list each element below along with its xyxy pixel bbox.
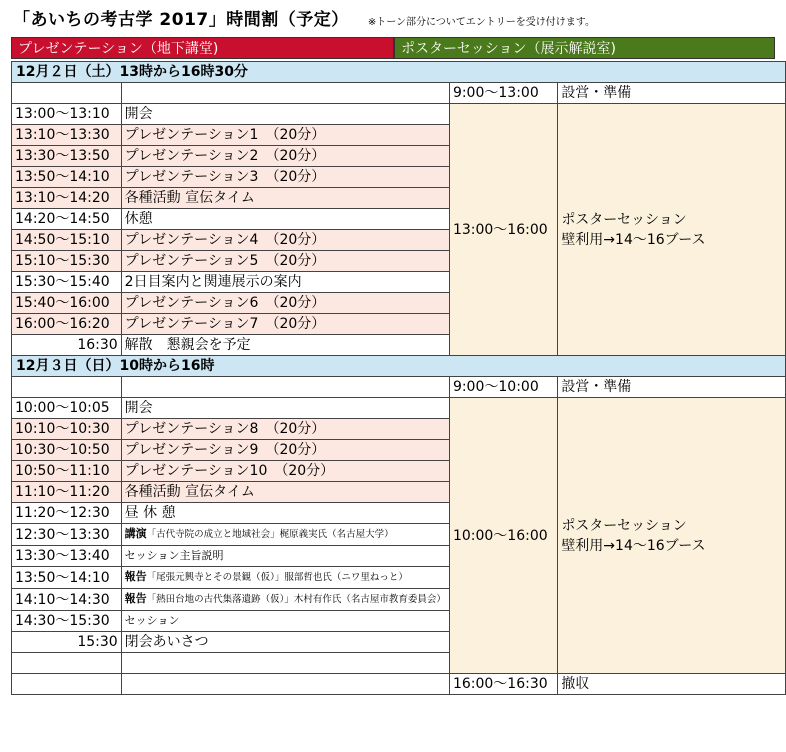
time-cell: 12:30〜13:30: [12, 524, 122, 546]
time-cell: 16:00〜16:20: [12, 314, 122, 335]
day2-heading: 12月３日（日）10時から16時: [12, 356, 786, 377]
time-cell: 16:30: [12, 335, 122, 356]
event-cell: プレゼンテーション8 （20分）: [121, 419, 449, 440]
poster-setup-label: 設営・準備: [558, 377, 786, 398]
event-cell: セッション主旨説明: [121, 546, 449, 567]
page-header: [13, 5, 595, 31]
event-cell: セッション: [121, 611, 449, 632]
event-cell: プレゼンテーション4 （20分）: [121, 230, 449, 251]
event-cell: 閉会あいさつ: [121, 632, 449, 653]
poster-title: ポスターセッション: [561, 517, 687, 534]
time-cell: 13:50〜14:10: [12, 167, 122, 188]
time-cell: 11:20〜12:30: [12, 503, 122, 524]
schedule-table: [11, 61, 786, 695]
event-tag: 講演: [124, 527, 147, 540]
time-cell: 14:50〜15:10: [12, 230, 122, 251]
time-cell: 14:20〜14:50: [12, 209, 122, 230]
time-cell: 10:10〜10:30: [12, 419, 122, 440]
event-cell: 昼 休 憩: [121, 503, 449, 524]
poster-session-cell: [558, 398, 786, 674]
poster-session-cell: [558, 104, 786, 356]
poster-time: 10:00〜16:00: [449, 398, 557, 674]
poster-detail: 壁利用→14〜16ブース: [561, 231, 706, 248]
event-tag: 報告: [124, 592, 147, 605]
poster-detail: 壁利用→14〜16ブース: [561, 537, 706, 554]
poster-setup-time: 9:00〜10:00: [449, 377, 557, 398]
table-row: [12, 377, 786, 398]
event-cell: プレゼンテーション10 （20分）: [121, 461, 449, 482]
table-row: [12, 83, 786, 104]
time-cell: 10:30〜10:50: [12, 440, 122, 461]
time-cell: 10:00〜10:05: [12, 398, 122, 419]
time-cell: 13:00〜13:10: [12, 104, 122, 125]
event-cell: 各種活動 宣伝タイム: [121, 188, 449, 209]
time-cell: 15:10〜15:30: [12, 251, 122, 272]
time-cell: 13:50〜14:10: [12, 567, 122, 589]
event-cell: [121, 83, 449, 104]
event-cell: 報告「尾張元興寺とその景観（仮）」服部哲也氏（ニワ里ねっと）: [121, 567, 449, 589]
time-cell: 13:10〜14:20: [12, 188, 122, 209]
time-cell: 13:30〜13:40: [12, 546, 122, 567]
event-cell: プレゼンテーション2 （20分）: [121, 146, 449, 167]
time-cell: 15:40〜16:00: [12, 293, 122, 314]
event-cell: 解散 懇親会を予定: [121, 335, 449, 356]
page-title: 「あいちの考古学 2017」時間割（予定）: [13, 10, 349, 30]
event-tag: 報告: [124, 570, 147, 583]
poster-column-header: ポスターセッション（展示解説室): [394, 37, 775, 59]
poster-title: ポスターセッション: [561, 211, 687, 228]
event-cell: プレゼンテーション5 （20分）: [121, 251, 449, 272]
time-cell: [12, 674, 122, 695]
event-cell: 各種活動 宣伝タイム: [121, 482, 449, 503]
poster-setup-time: 9:00〜13:00: [449, 83, 557, 104]
time-cell: [12, 653, 122, 674]
event-cell: 休憩: [121, 209, 449, 230]
time-cell: [12, 377, 122, 398]
time-cell: [12, 83, 122, 104]
event-cell: プレゼンテーション1 （20分）: [121, 125, 449, 146]
event-cell: 開会: [121, 398, 449, 419]
time-cell: 11:10〜11:20: [12, 482, 122, 503]
event-cell: プレゼンテーション9 （20分）: [121, 440, 449, 461]
event-cell: 報告「熱田台地の古代集落遺跡（仮）」木村有作氏（名古屋市教育委員会）: [121, 589, 449, 611]
presentation-column-header: プレゼンテーション（地下講堂): [11, 37, 394, 59]
time-cell: 10:50〜11:10: [12, 461, 122, 482]
event-cell: [121, 674, 449, 695]
event-cell: プレゼンテーション7 （20分）: [121, 314, 449, 335]
time-cell: 13:10〜13:30: [12, 125, 122, 146]
table-row: [12, 398, 786, 419]
event-cell: 2日目案内と関連展示の案内: [121, 272, 449, 293]
time-cell: 14:30〜15:30: [12, 611, 122, 632]
poster-time: 13:00〜16:00: [449, 104, 557, 356]
event-cell: 開会: [121, 104, 449, 125]
poster-end-time: 16:00〜16:30: [449, 674, 557, 695]
table-row: [12, 104, 786, 125]
time-cell: 14:10〜14:30: [12, 589, 122, 611]
event-cell: プレゼンテーション3 （20分）: [121, 167, 449, 188]
event-cell: プレゼンテーション6 （20分）: [121, 293, 449, 314]
event-cell: 講演「古代寺院の成立と地域社会」梶原義実氏（名古屋大学）: [121, 524, 449, 546]
time-cell: 13:30〜13:50: [12, 146, 122, 167]
poster-setup-label: 設営・準備: [558, 83, 786, 104]
table-row: [12, 674, 786, 695]
time-cell: 15:30: [12, 632, 122, 653]
event-cell: [121, 653, 449, 674]
time-cell: 15:30〜15:40: [12, 272, 122, 293]
page-note: ※トーン部分についてエントリーを受け付けます。: [367, 17, 596, 28]
event-cell: [121, 377, 449, 398]
poster-end-label: 撤収: [558, 674, 786, 695]
day1-heading: 12月２日（土）13時から16時30分: [12, 62, 786, 83]
